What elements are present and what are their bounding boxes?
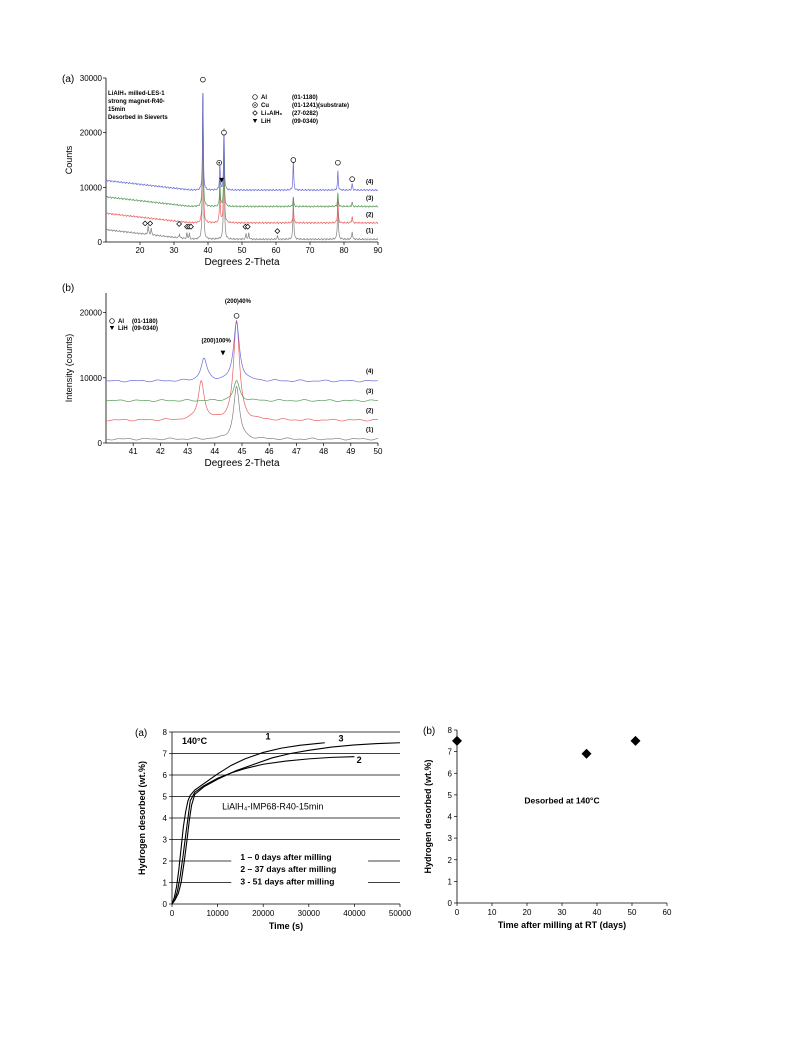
y-tick-label: 1 xyxy=(447,877,452,887)
triangle-down-icon xyxy=(253,119,257,123)
x-tick-label: 0 xyxy=(169,909,175,918)
y-tick-label: 1 xyxy=(162,878,167,888)
series-line xyxy=(106,96,378,207)
x-tick-label: 49 xyxy=(346,447,356,456)
diamond-open-icon xyxy=(253,111,258,116)
series-label: (2) xyxy=(366,212,374,219)
data-point xyxy=(582,749,592,759)
x-tick-label: 20000 xyxy=(252,909,275,918)
panel-label: (a) xyxy=(62,74,75,85)
desorption-panel-b xyxy=(415,720,685,942)
sample-label: LiAlH₄-IMP68-R40-15min xyxy=(222,801,324,812)
peak-annotation: (200)40% xyxy=(224,298,251,305)
x-axis-label: Time after milling at RT (days) xyxy=(497,920,627,930)
circle-dot-center xyxy=(254,104,256,106)
x-tick-label: 48 xyxy=(319,447,329,456)
y-tick-label: 0 xyxy=(447,899,452,908)
y-tick-label: 8 xyxy=(162,728,167,737)
series-label: (3) xyxy=(366,388,374,395)
y-tick-label: 0 xyxy=(97,439,102,448)
y-tick-label: 0 xyxy=(162,900,167,909)
info-line: Desorbed in Sieverts xyxy=(108,115,168,121)
x-tick-label: 30 xyxy=(169,246,179,255)
circle-open-icon xyxy=(110,319,115,324)
x-axis-label: Degrees 2-Theta xyxy=(204,257,280,268)
info-line: 15min xyxy=(108,107,126,113)
data-point xyxy=(452,736,462,746)
y-tick-label: 20000 xyxy=(79,308,102,318)
y-axis-label: Counts xyxy=(64,145,74,175)
x-tick-label: 44 xyxy=(210,447,220,456)
curve-number: 3 xyxy=(338,733,344,744)
panel-label: (b) xyxy=(423,726,436,737)
x-tick-label: 90 xyxy=(373,246,383,255)
legend-code: (01-1180) xyxy=(292,95,318,101)
x-tick-label: 30000 xyxy=(297,909,320,918)
y-axis-label: Hydrogen desorbed (wt.%) xyxy=(423,759,433,874)
y-tick-label: 6 xyxy=(162,771,167,780)
panel-label: (b) xyxy=(62,283,75,294)
peak-marker-cu-center xyxy=(218,162,220,164)
x-tick-label: 80 xyxy=(339,246,349,255)
x-tick-label: 40000 xyxy=(343,909,366,918)
y-tick-label: 5 xyxy=(162,792,167,802)
x-tick-label: 50000 xyxy=(388,909,412,918)
y-tick-label: 6 xyxy=(447,769,452,779)
y-tick-label: 20000 xyxy=(79,128,102,138)
legend xyxy=(110,319,158,332)
info-line: strong magnet-R40- xyxy=(108,99,165,105)
y-tick-label: 4 xyxy=(447,812,452,822)
x-tick-label: 43 xyxy=(183,447,193,456)
legend-name: Al xyxy=(118,319,124,325)
y-tick-label: 3 xyxy=(447,834,452,844)
legend-name: LiH xyxy=(261,119,271,125)
peak-marker-li3alh6 xyxy=(143,221,148,226)
x-tick-label: 10 xyxy=(487,908,497,917)
peak-marker-al xyxy=(350,177,355,182)
series-label: (1) xyxy=(366,427,374,434)
legend-code: (09-0340) xyxy=(132,326,159,332)
legend-name: Al xyxy=(261,95,267,101)
info-text xyxy=(108,91,168,121)
legend-code: (01-1241)(substrate) xyxy=(292,103,350,109)
x-tick-label: 40 xyxy=(203,246,213,255)
panel-label: (a) xyxy=(135,728,148,739)
y-tick-label: 10000 xyxy=(79,183,102,193)
x-tick-label: 47 xyxy=(291,447,301,456)
legend-code: (01-1180) xyxy=(132,319,158,325)
legend-code: (09-0340) xyxy=(292,119,319,125)
x-tick-label: 70 xyxy=(305,246,315,255)
peak-marker-al xyxy=(335,160,340,165)
info-line: LiAlH₄ milled-LES-1 xyxy=(108,91,165,97)
x-tick-label: 20 xyxy=(522,908,532,917)
y-tick-label: 10000 xyxy=(79,373,102,383)
x-tick-label: 20 xyxy=(135,246,145,255)
legend-name: Li₃AlH₆ xyxy=(261,111,283,117)
x-tick-label: 60 xyxy=(271,246,281,255)
legend-line: 2 – 37 days after milling xyxy=(240,864,337,875)
series-label: (2) xyxy=(366,408,374,415)
x-tick-label: 50 xyxy=(373,447,383,456)
x-axis-label: Time (s) xyxy=(268,921,304,931)
x-tick-label: 40 xyxy=(592,908,602,917)
y-tick-label: 2 xyxy=(447,855,452,865)
y-tick-label: 0 xyxy=(97,238,102,247)
desorption-panel-a xyxy=(125,722,415,942)
legend xyxy=(253,95,349,125)
y-tick-label: 2 xyxy=(162,857,167,866)
annotation-text: Desorbed at 140°C xyxy=(524,795,600,806)
series-label: (4) xyxy=(366,179,374,186)
peak-marker-al xyxy=(234,313,239,318)
y-tick-label: 7 xyxy=(447,747,452,757)
y-tick-label: 8 xyxy=(447,726,452,735)
xrd-panel-a xyxy=(60,68,390,283)
x-tick-label: 50 xyxy=(627,908,637,917)
circle-open-icon xyxy=(253,95,258,100)
series-label: (3) xyxy=(366,195,374,202)
peak-marker-lih xyxy=(221,351,226,356)
legend-code: (27-0282) xyxy=(292,111,319,117)
y-tick-label: 7 xyxy=(162,749,167,759)
temperature-label: 140°C xyxy=(182,735,208,746)
legend-line: 1 – 0 days after milling xyxy=(240,851,332,862)
x-tick-label: 30 xyxy=(557,908,567,917)
x-tick-label: 50 xyxy=(237,246,247,255)
peak-marker-al xyxy=(291,158,296,163)
triangle-down-icon xyxy=(110,326,114,330)
peak-marker-li3alh6 xyxy=(275,229,280,234)
peak-marker-li3alh6 xyxy=(148,221,153,226)
curve-number: 1 xyxy=(265,731,271,742)
x-tick-label: 45 xyxy=(237,447,247,456)
y-tick-label: 3 xyxy=(162,835,167,845)
series-label: (1) xyxy=(366,228,374,235)
x-axis-label: Degrees 2-Theta xyxy=(204,458,280,469)
peak-marker-li3alh6 xyxy=(177,222,182,227)
y-tick-label: 4 xyxy=(162,814,167,823)
series-label: (4) xyxy=(366,369,374,376)
peak-marker-al xyxy=(222,130,227,135)
x-tick-label: 60 xyxy=(662,908,672,917)
legend-line: 3 - 51 days after milling xyxy=(240,876,335,887)
y-tick-label: 5 xyxy=(447,790,452,800)
x-tick-label: 0 xyxy=(454,908,460,917)
y-axis-label: Hydrogen desorbed (wt.%) xyxy=(137,760,147,876)
y-axis-label: Intensity (counts) xyxy=(64,333,74,403)
xrd-panel-b xyxy=(60,283,390,473)
series-line xyxy=(106,320,378,421)
x-tick-label: 10000 xyxy=(206,909,229,918)
data-point xyxy=(631,736,641,746)
x-tick-label: 41 xyxy=(128,447,138,456)
curve-number: 2 xyxy=(356,755,362,766)
peak-annotation: (200)100% xyxy=(201,338,231,345)
x-tick-label: 42 xyxy=(155,447,165,456)
peak-marker-al xyxy=(201,77,206,82)
y-tick-label: 30000 xyxy=(79,74,102,83)
legend-name: Cu xyxy=(261,103,269,109)
legend-name: LiH xyxy=(118,326,128,332)
x-tick-label: 46 xyxy=(264,447,274,456)
